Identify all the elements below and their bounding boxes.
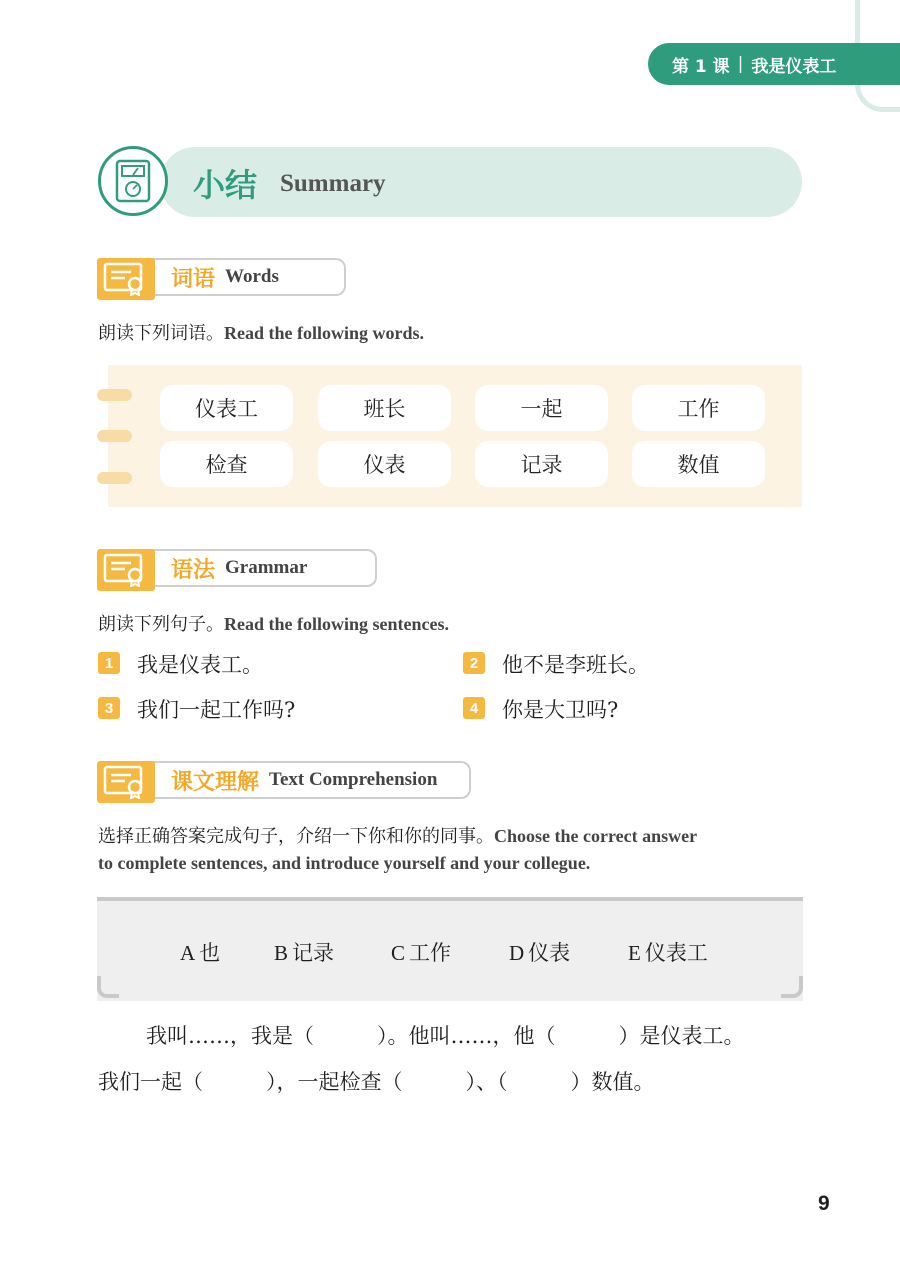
grammar-instruction-en: Read the following sentences.	[224, 614, 449, 634]
panel-tab	[97, 472, 132, 484]
comprehension-instruction-en-2: to complete sentences, and introduce yourself and your collegue.	[98, 853, 591, 873]
words-title-cn: 词语	[171, 266, 216, 292]
comprehension-section-label	[147, 761, 471, 799]
certificate-icon	[97, 258, 155, 300]
words-title-en: Words	[225, 266, 279, 287]
option-e: E 仪表工	[628, 941, 708, 965]
fill-in-sentence-1: 我叫……，我是（ ）。他叫……，他（ ）是仪表工。	[146, 1024, 745, 1048]
panel-tab	[97, 389, 132, 401]
summary-title-en: Summary	[280, 170, 386, 197]
word-card: 仪表	[318, 441, 451, 487]
word-card: 检查	[160, 441, 293, 487]
lesson-separator: |	[737, 54, 744, 74]
option-c: C 工作	[391, 941, 452, 965]
grammar-sentence: 你是大卫吗?	[502, 698, 619, 722]
options-box-corner	[781, 976, 803, 998]
grammar-sentence: 他不是李班长。	[502, 653, 649, 677]
word-card: 一起	[475, 385, 608, 431]
grammar-instruction	[98, 610, 449, 636]
meter-icon	[98, 146, 168, 216]
word-card: 仪表工	[160, 385, 293, 431]
words-section-label	[147, 258, 346, 296]
comprehension-title-en: Text Comprehension	[269, 769, 438, 790]
page-number: 9	[818, 1192, 830, 1215]
grammar-title-en: Grammar	[225, 557, 308, 578]
lesson-title: 我是仪表工	[751, 56, 837, 77]
lesson-number: 第 1 课	[672, 56, 730, 77]
number-badge: 1	[98, 652, 120, 674]
lesson-tab	[648, 43, 900, 85]
grammar-section-label	[147, 549, 377, 587]
number-badge: 4	[463, 697, 485, 719]
word-card: 工作	[632, 385, 765, 431]
comprehension-instruction-en: Choose the correct answer	[494, 826, 698, 846]
number-badge: 3	[98, 697, 120, 719]
option-b: B 记录	[274, 941, 335, 965]
words-instruction-en: Read the following words.	[224, 323, 425, 343]
word-card: 数值	[632, 441, 765, 487]
comprehension-instruction-cn: 选择正确答案完成句子，介绍一下你和你的同事。	[98, 826, 494, 847]
number-badge: 2	[463, 652, 485, 674]
panel-tab	[97, 430, 132, 442]
word-card: 记录	[475, 441, 608, 487]
grammar-instruction-cn: 朗读下列句子。	[98, 614, 224, 635]
grammar-title-cn: 语法	[171, 557, 216, 583]
grammar-sentence: 我是仪表工。	[137, 653, 263, 677]
grammar-sentence: 我们一起工作吗?	[137, 698, 296, 722]
word-card: 班长	[318, 385, 451, 431]
option-d: D 仪表	[509, 941, 571, 965]
comprehension-title-cn: 课文理解	[171, 769, 260, 795]
options-box-corner	[97, 976, 119, 998]
words-instruction-cn: 朗读下列词语。	[98, 323, 224, 344]
certificate-icon	[97, 549, 155, 591]
option-a: A 也	[180, 941, 221, 965]
fill-in-sentence-2: 我们一起（ ），一起检查（ ）、（ ）数值。	[98, 1070, 655, 1094]
certificate-icon	[97, 761, 155, 803]
words-instruction	[98, 319, 424, 345]
comprehension-instruction-line1	[98, 822, 697, 848]
summary-title-cn: 小结	[193, 166, 258, 204]
comprehension-instruction-line2	[98, 853, 590, 874]
